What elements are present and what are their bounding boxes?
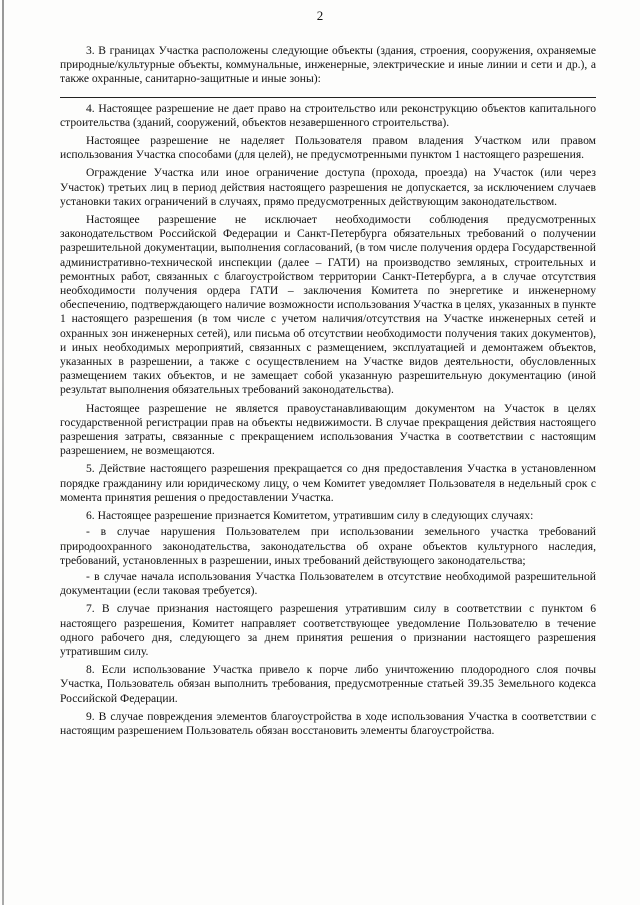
document-body — [60, 44, 596, 742]
paragraph-item-7: 7. В случае признания настоящего разрешения утратившим силу в соответствии с пунктом 6 настоящего разрешения, Комитет направляет соответствующее уведомление Пользователю в течение одного рабочего дня, следующего за днем принятия решения о признании настоящего разрешения утратившим силу. — [60, 602, 596, 658]
paragraph-permits-required: Настоящее разрешение не исключает необходимости соблюдения предусмотренных законодательством Российской Федерации и Санкт-Петербурга обязательных требований о получении разрешительной документации, выполнения согласований, (в том числе получения ордера Государственной административно-технической инспекции (далее – ГАТИ) на производство земляных, строительных и ремонтных работ, связанных с благоустройством территории Санкт-Петербурга, а в случае отсутствия необходимости получения ордера ГАТИ – заключения Комитета по энергетике и инженерному обеспечению, подтверждающего наличие возможности использования Участка в целях, указанных в пункте 1 настоящего разрешения (в том числе с учетом наличия/отсутствия на Участке инженерных сетей и охранных зон инженерных сетей), или письма об отсутствии необходимости получения таких документов), и иных необходимых мероприятий, связанных с размещением, эксплуатацией и демонтажем объектов, указанных в разрешении, а также с осуществлением на Участке видов деятельности, обусловленных размещением таких объектов, и не замещает собой указанную разрешительную документацию (иной результат выполнения обязательных требований законодательства). — [60, 213, 596, 397]
paragraph-item-3: 3. В границах Участка расположены следующие объекты (здания, строения, сооружения, охраняемые природные/культурные объекты, коммунальные, инженерные, электрические и иные линии и сети и др.), а также охранные, санитарно-защитные и иные зоны): — [60, 44, 596, 86]
paragraph-item-6: 6. Настоящее разрешение признается Комитетом, утратившим силу в следующих случаях: — [86, 509, 534, 523]
paragraph-item-4: 4. Настоящее разрешение не дает право на строительство или реконструкцию объектов капитального строительства (зданий, сооружений, объектов незавершенного строительства). — [60, 101, 596, 129]
page-number: 2 — [316, 8, 324, 23]
paragraph-item-5: 5. Действие настоящего разрешения прекращается со дня предоставления Участка в установленном порядке гражданину или юридическому лицу, о чем Комитет уведомляет Пользователя в недельный срок с момента принятия решения о предоставлении Участка. — [60, 462, 596, 504]
paragraph-no-ownership: Настоящее разрешение не наделяет Пользователя правом владения Участком или правом использования Участка способами (для целей), не предусмотренными пунктом 1 настоящего разрешения. — [60, 134, 596, 162]
scan-edge — [2, 0, 4, 905]
blank-fill-line — [60, 91, 596, 98]
paragraph-item-6-case-1: - в случае нарушения Пользователем при использовании земельного участка требований природоохранного законодательства, законодательства об охране объектов культурного наследия, требований, установленных в разрешении, иных требований действующего законодательства; — [60, 525, 596, 567]
paragraph-item-6-case-2: - в случае начала использования Участка Пользователем в отсутствие необходимой разрешительной документации (если таковая требуется). — [60, 569, 596, 598]
paragraph-item-9: 9. В случае повреждения элементов благоустройства в ходе использования Участка в соответствии с настоящим разрешением Пользователь обязан восстановить элементы благоустройства. — [60, 709, 596, 737]
paragraph-not-title-document: Настоящее разрешение не является правоустанавливающим документом на Участок в целях государственной регистрации прав на объекты недвижимости. В случае прекращения действия настоящего разрешения затраты, связанные с прекращением использования Участка в соответствии с настоящим разрешением, не возмещаются. — [60, 401, 596, 458]
paragraph-fencing: Ограждение Участка или иное ограничение доступа (прохода, проезда) на Участок (или через Участок) третьих лиц в период действия настоящего разрешения не допускается, за исключением случаев установки таких ограничений в случаях, прямо предусмотренных действующим законодательством. — [60, 166, 596, 208]
paragraph-item-8: 8. Если использование Участка привело к порче либо уничтожению плодородного слоя почвы Участка, Пользователь обязан выполнить требования, предусмотренные статьей 39.35 Земельного кодекса Российской Федерации. — [60, 663, 596, 705]
